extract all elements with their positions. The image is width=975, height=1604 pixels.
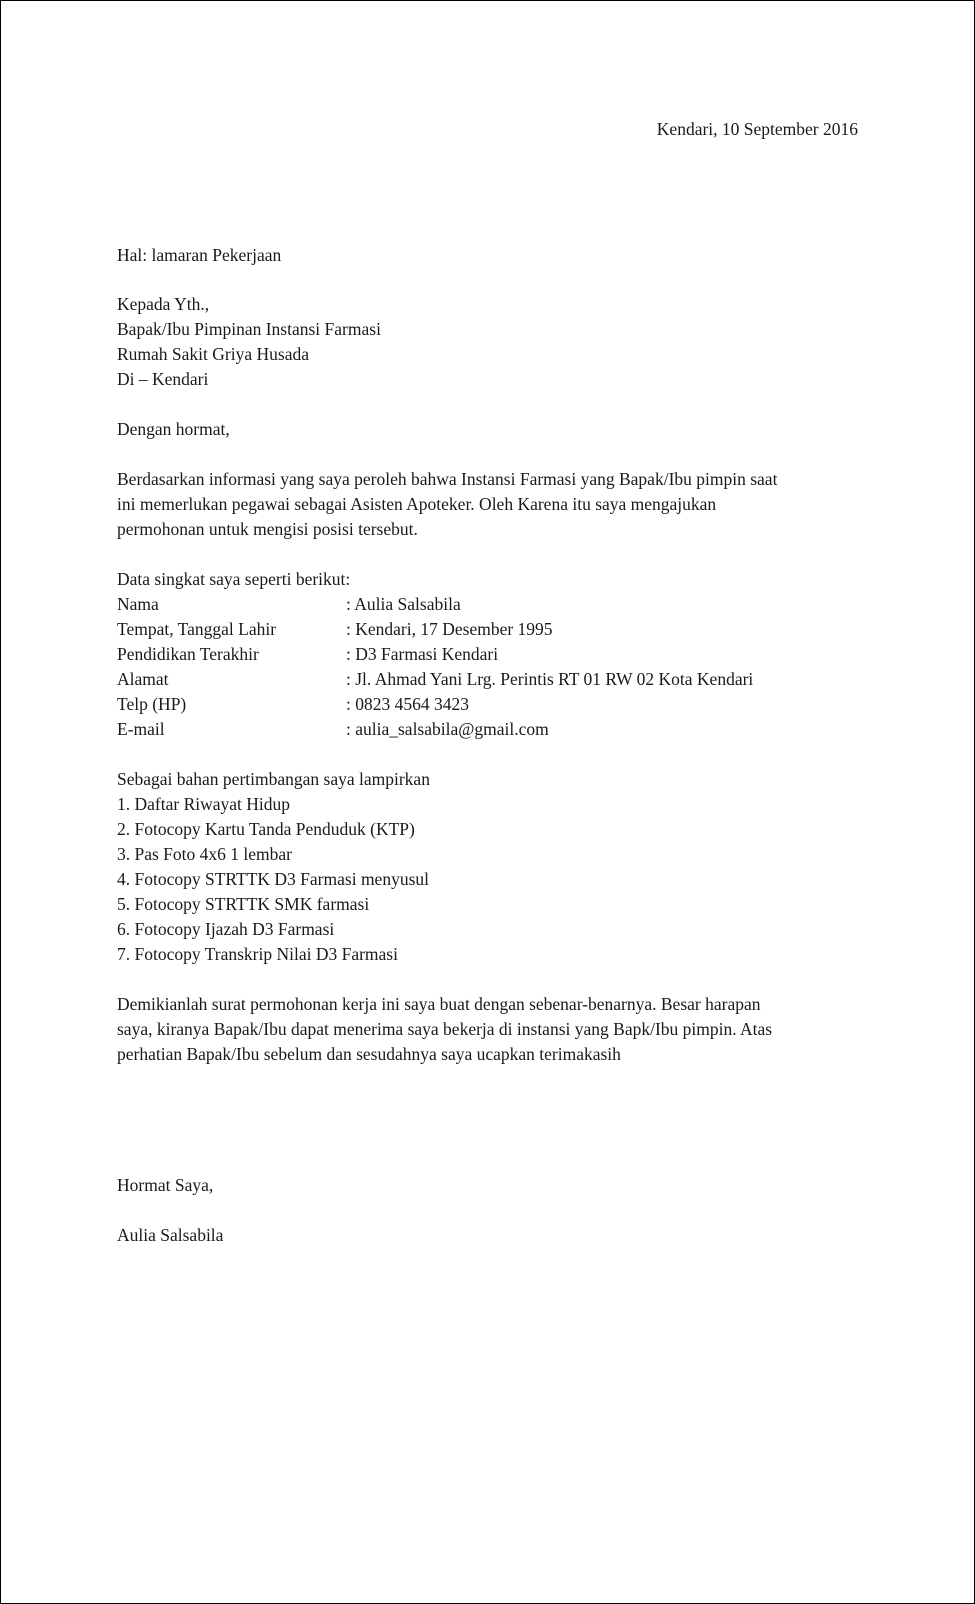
closing-line: Demikianlah surat permohonan kerja ini saya buat dengan sebenar-benarnya. Besar harapan xyxy=(117,994,761,1014)
list-item: 2. Fotocopy Kartu Tanda Penduduk (KTP) xyxy=(117,819,415,839)
letter-date: Kendari, 10 September 2016 xyxy=(656,119,858,139)
signature-name: Aulia Salsabila xyxy=(117,1225,224,1245)
data-value: : Aulia Salsabila xyxy=(346,594,461,614)
list-item: 4. Fotocopy STRTTK D3 Farmasi menyusul xyxy=(117,869,429,889)
letter-subject: Hal: lamaran Pekerjaan xyxy=(117,245,282,265)
sign-off: Hormat Saya, xyxy=(117,1175,214,1195)
list-item: 7. Fotocopy Transkrip Nilai D3 Farmasi xyxy=(117,944,398,964)
intro-line: permohonan untuk mengisi posisi tersebut. xyxy=(117,519,418,539)
closing-line: perhatian Bapak/Ibu sebelum dan sesudahnya saya ucapkan terimakasih xyxy=(117,1044,621,1064)
intro-line: ini memerlukan pegawai sebagai Asisten Apoteker. Oleh Karena itu saya mengajukan xyxy=(117,494,717,514)
list-item: 1. Daftar Riwayat Hidup xyxy=(117,794,291,814)
intro-line: Berdasarkan informasi yang saya peroleh bahwa Instansi Farmasi yang Bapak/Ibu pimpin saat xyxy=(117,469,778,489)
data-label: Tempat, Tanggal Lahir xyxy=(117,619,277,639)
list-item: 3. Pas Foto 4x6 1 lembar xyxy=(117,844,292,864)
recipient-line: Bapak/Ibu Pimpinan Instansi Farmasi xyxy=(117,319,381,339)
data-value: : aulia_salsabila@gmail.com xyxy=(346,719,549,739)
data-label: E-mail xyxy=(117,719,165,739)
data-label: Nama xyxy=(117,594,159,614)
data-label: Alamat xyxy=(117,669,169,689)
attachments-heading: Sebagai bahan pertimbangan saya lampirkan xyxy=(117,769,430,789)
closing-line: saya, kiranya Bapak/Ibu dapat menerima saya bekerja di instansi yang Bapk/Ibu pimpin. Atas xyxy=(117,1019,773,1039)
list-item: 5. Fotocopy STRTTK SMK farmasi xyxy=(117,894,370,914)
list-item: 6. Fotocopy Ijazah D3 Farmasi xyxy=(117,919,335,939)
greeting: Dengan hormat, xyxy=(117,419,230,439)
data-value: : 0823 4564 3423 xyxy=(346,694,469,714)
recipient-line: Di – Kendari xyxy=(117,369,209,389)
data-label: Telp (HP) xyxy=(117,694,187,714)
recipient-line: Rumah Sakit Griya Husada xyxy=(117,344,309,364)
data-heading: Data singkat saya seperti berikut: xyxy=(117,569,351,589)
data-label: Pendidikan Terakhir xyxy=(117,644,259,664)
recipient-line: Kepada Yth., xyxy=(117,294,210,314)
data-value: : Jl. Ahmad Yani Lrg. Perintis RT 01 RW 02 Kota Kendari xyxy=(346,669,754,689)
data-value: : Kendari, 17 Desember 1995 xyxy=(346,619,553,639)
data-value: : D3 Farmasi Kendari xyxy=(346,644,499,664)
